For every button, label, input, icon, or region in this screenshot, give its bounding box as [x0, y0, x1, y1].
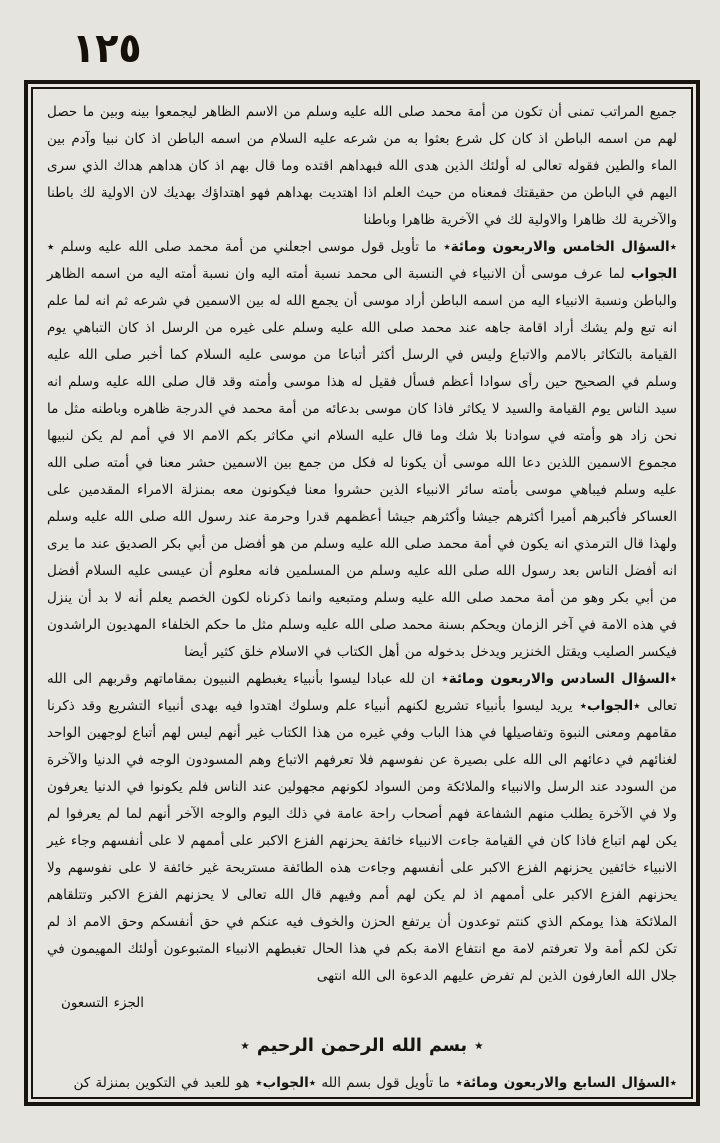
continuation-paragraph: جميع المراتب تمنى أن تكون من أمة محمد صلى الله عليه وسلم من الاسم الظاهر ليجمعوا بينه وبين ما حصل لهم من اسمه الباطن اذ كان كل شرع بعثوا به من شرعه عليه السلام من اسمه الباطن اذ كان نبيا وآدم بين الماء والطين فقوله تعالى له أولئك الذين هدى الله فبهداهم اقتده وما قال بهم اذ كان هداهم هداك الذي سرى اليهم في الباطن من حقيقتك فمعناه من حيث العلم اذا اهتديت بهداهم فهو اهتداؤك بهديك لان الاولية لك باطنا والآخرية لك ظاهرا والاولية لك في الآخرية ظاهرا وباطنا [47, 104, 677, 228]
text-block [31, 87, 693, 1099]
page-border-frame [24, 80, 700, 1106]
question-147-paragraph: ٭السؤال السابع والاربعون ومائة٭ ما تأويل قول بسم الله ٭الجواب٭ هو للعبد في التكوين بمنزلة كن [73, 1075, 677, 1091]
question-146-paragraph: ٭السؤال السادس والاربعون ومائة٭ ان لله عبادا ليسوا بأنبياء يغبطهم النبيون بمقاماتهم وقربهم الى الله تعالى ٭الجواب٭ يريد ليسوا بأنبياء تشريع لكنهم أنبياء علم وسلوك اهتدوا فيه بهدى أنبياء التشريع وقد ذكرنا مقامهم ومعنى النبوة وتفاصيلها في هذا الباب وفي غيره من هذا الكتاب غير أنهم ليس لهم أتباع لوجهين الواحد لغنائهم في دعائهم الى الله على بصيرة عن نفوسهم فلا تعرفهم الاتباع وهم المسودون الوجه في الدنيا والآخرة من السودد عند الرسل والانبياء والملائكة ومن السواد لكونهم مجهولين عند الناس فلم يكونوا في الدنيا يعرفون ولا في الآخرة يطلب منهم الشفاعة فهم أصحاب راحة عامة في ذلك اليوم والوجه الآخر أنهم لما لم يعرفوا لم يكن لهم اتباع فاذا كان في القيامة جاءت الانبياء خائفة يحزنهم الفزع الاكبر على أممهم لا على أنفسهم وجاء غير الانبياء خائفين يحزنهم الفزع الاكبر على أنفسهم وجاءت هذه الطائفة مستريحة غير خائفة لا على نفوسهم ولا يحزنهم الفزع الاكبر على أممهم اذ لم يكن لهم أمم وفيهم قال الله تعالى لا يحزنهم الفزع الاكبر وتتلقاهم الملائكة هذا يومكم الذي كنتم توعدون أن يرتفع الحزن والخوف فيه عنكم في حق أنفسكم وحق الامم اذ لم تكن لكم أمة ولا تعرفتم لامة مع انتفاع الامة بكم في هذا الحال تغبطهم الانبياء المتبوعون أولئك المهيمون في جلال الله العارفون الذين لم تفرض عليهم الدعوة الى الله انتهى [47, 671, 677, 984]
basmala-line: ٭ بسم الله الرحمن الرحيم ٭ [240, 1036, 484, 1056]
question-145-paragraph: ٭السؤال الخامس والاربعون ومائة٭ ما تأويل قول موسى اجعلني من أمة محمد صلى الله عليه وسلم ٭ الجواب لما عرف موسى أن الانبياء في النسبة الى محمد نسبة أمته اليه وان نسبة أمته اليه من اسمه الظاهر والباطن ونسبة الانبياء اليه من اسمه الباطن أراد موسى أن يجمع الله له بين الاسمين في شرعه ثم انه لما علم انه تبع ولم يشك أراد اقامة جاهه عند محمد صلى الله عليه وسلم على غيره من الرسل اذ كان التباهي يوم القيامة بالتكاثر بالامم والاتباع وليس في الرسل أكثر أتباعا من موسى عليه السلام كما أخبر صلى الله عليه وسلم في الصحيح حين رأى سوادا أعظم فسأل فقيل له هذا موسى وأمته وقد قال صلى الله عليه وسلم انه سيد الناس يوم القيامة والسيد لا يكاثر فاذا كان موسى بدعائه من أمة محمد في الدرجة ظاهره وباطنه مثل ما نحن زاد هو وأمته في سوادنا بلا شك وما قال عليه السلام اني مكاثر بكم الامم الا في أمم لم يكن لنبيها مجموع الاسمين اللذين دعا الله موسى أن يكونا له فكل من جمع بين الاسمين حشر معنا في أمته صلى الله عليه وسلم فيباهي موسى بأمته سائر الانبياء الذين حشروا معنا فيكونون معه بمنزلة الامراء المقدمين على العساكر فأكبرهم أميرا أكثرهم جيشا وأكثرهم جيشا أعظمهم قدرا وحرمة عند رسول الله صلى الله عليه وسلم ولهذا قال الترمذي انه يكون في أمة محمد صلى الله عليه وسلم من هو أفضل من أبي بكر الصديق عند ما يرى انه أفضل الناس بعد رسول الله صلى الله عليه وسلم من المسلمين فانه معلوم أن عيسى عليه السلام أفضل من أبي بكر وهو من أمة محمد صلى الله عليه وسلم ومتبعيه وانما ذكرناه لكون الخصم يعلم أنه لا بد أن ينزل في هذه الامة في آخر الزمان ويحكم بسنة محمد صلى الله عليه وسلم مثل ما حكم الخلفاء المهديون الراشدون فيكسر الصليب ويقتل الخنزير ويدخل بدخوله من أهل الكتاب في الاسلام خلق كثير أيضا [47, 239, 677, 660]
page-number: ١٢٥ [72, 24, 142, 72]
part-ending-line: الجزء التسعون [61, 995, 145, 1011]
